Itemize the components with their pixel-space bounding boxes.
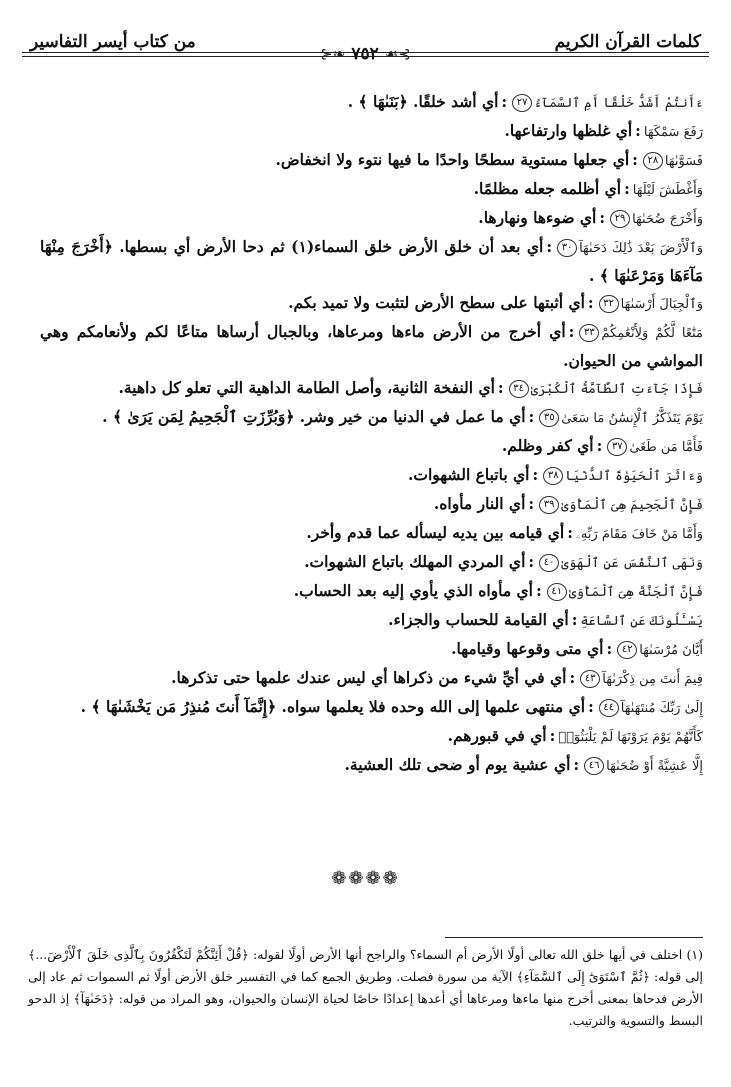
glossary-entry bbox=[40, 289, 703, 318]
explanation-text: أي باتباع الشهوات. bbox=[407, 465, 530, 484]
quran-phrase: إِلَىٰ رَبِّكَ مُنتَهَىٰهَآ bbox=[620, 701, 703, 716]
explanation-text: أي مأواه الذي يأوي إليه بعد الحساب. bbox=[293, 581, 533, 600]
header-divider bbox=[22, 52, 709, 53]
ayah-number-icon: ٣٥ bbox=[539, 409, 559, 427]
glossary-entry bbox=[40, 635, 703, 664]
separator: : bbox=[532, 465, 539, 484]
ayah-number-icon: ٣٤ bbox=[509, 380, 529, 398]
explanation-text: أي غلظها وارتفاعها. bbox=[504, 121, 633, 140]
quran-phrase: فَإِنَّ ٱلْجَحِيمَ هِىَ ٱلْمَأْوَىٰ bbox=[561, 498, 703, 513]
ayah-number-icon: ٣٩ bbox=[539, 496, 559, 514]
explanation-text: أي ما عمل في الدنيا من خير وشر. ﴿وَبُرِّزَتِ ٱلْجَحِيمُ لِمَن يَرَىٰ ﴾ . bbox=[102, 407, 526, 426]
explanation-text: أي النفخة الثانية، وأصل الطامة الداهية التي تعلو كل داهية. bbox=[118, 378, 495, 397]
explanation-text: أي قيامه بين يديه ليسأله عما قدم وأخر. bbox=[306, 523, 565, 542]
quran-phrase: وَأَخْرَجَ ضُحَىٰهَا bbox=[632, 212, 703, 227]
glossary-entry bbox=[40, 233, 703, 289]
ayah-number-icon: ٣٣ bbox=[579, 324, 599, 342]
ayah-number-icon: ٢٧ bbox=[512, 94, 532, 112]
ayah-number-icon: ٣٢ bbox=[599, 295, 619, 313]
glossary-entry bbox=[40, 403, 703, 432]
quran-phrase: إِلَّا عَشِيَّةً أَوْ ضُحَىٰهَا bbox=[606, 759, 703, 774]
header-book-title: كلمات القرآن الكريم bbox=[554, 32, 701, 52]
explanation-text: أي متى وقوعها وقيامها. bbox=[451, 639, 604, 658]
glossary-body bbox=[40, 88, 703, 780]
quran-phrase: وَأَغْطَشَ لَيْلَهَا bbox=[632, 183, 703, 198]
separator: : bbox=[571, 610, 578, 629]
quran-phrase: وَٱلْجِبَالَ أَرْسَىٰهَا bbox=[620, 297, 703, 312]
quran-phrase: فِيمَ أَنتَ مِن ذِكْرَىٰهَآ bbox=[602, 672, 703, 687]
ayah-number-icon: ٤٢ bbox=[617, 641, 637, 659]
glossary-entry bbox=[40, 577, 703, 606]
quran-phrase: يَوْمَ يَتَذَكَّرُ ٱلْإِنسَٰنُ مَا سَعَىٰ bbox=[561, 411, 703, 426]
quran-phrase: وَءَاثَرَ ٱلْحَيَوٰةَ ٱلدُّنْيَا bbox=[565, 469, 703, 484]
quran-phrase: كَأَنَّهُمْ يَوْمَ يَرَوْنَهَا لَمْ يَلْبَثُوٓا۟ bbox=[558, 730, 703, 745]
glossary-entry bbox=[40, 751, 703, 780]
flourish-left-icon: ⊱❧ bbox=[320, 45, 346, 63]
flourish-right-icon: ☙⊰ bbox=[384, 45, 411, 63]
quran-phrase: مَتَٰعًا لَّكُمْ وَلِأَنْعَٰمِكُمْ bbox=[601, 326, 703, 341]
separator: : bbox=[606, 639, 613, 658]
ayah-number-icon: ٢٨ bbox=[643, 152, 663, 170]
glossary-entry bbox=[40, 432, 703, 461]
explanation-text: أي القيامة للحساب والجزاء. bbox=[388, 610, 569, 629]
ayah-number-icon: ٤٦ bbox=[584, 757, 604, 775]
ayah-number-icon: ٤١ bbox=[547, 583, 567, 601]
explanation-text: أي بعد أن خلق الأرض خلق السماء(١) ثم دحا الأرض أي بسطها. ﴿أَخْرَجَ مِنْهَا مَآءَهَا وَمَرْعَىٰهَا ﴾ . bbox=[40, 237, 703, 285]
ayah-number-icon: ٢٩ bbox=[610, 210, 630, 228]
glossary-entry bbox=[40, 88, 703, 117]
quran-phrase: وَٱلْأَرْضَ بَعْدَ ذَٰلِكَ دَحَىٰهَآ bbox=[579, 241, 703, 256]
quran-phrase: وَأَمَّا مَنْ خَافَ مَقَامَ رَبِّهِۦ bbox=[575, 527, 703, 542]
header-source-title: من كتاب أيسر التفاسير bbox=[30, 32, 196, 52]
quran-phrase: أَيَّانَ مُرْسَىٰهَا bbox=[639, 643, 703, 658]
quran-phrase: رَفَعَ سَمْكَهَا bbox=[643, 125, 703, 140]
explanation-text: أي في قبورهم. bbox=[447, 726, 547, 745]
separator: : bbox=[569, 668, 576, 687]
header-divider-thin bbox=[22, 56, 709, 57]
separator: : bbox=[501, 92, 508, 111]
separator: : bbox=[573, 755, 580, 774]
separator: : bbox=[588, 697, 594, 716]
quran-phrase: فَأَمَّا مَن طَغَىٰ bbox=[629, 440, 703, 455]
explanation-text: أي كفر وظلم. bbox=[501, 436, 594, 455]
separator: : bbox=[596, 436, 603, 455]
separator: : bbox=[528, 494, 535, 513]
explanation-text: أي أشد خلقًا. ﴿بَنَىٰهَا ﴾ . bbox=[347, 92, 499, 111]
separator: : bbox=[535, 581, 542, 600]
explanation-text: أي النار مأواه. bbox=[433, 494, 526, 513]
ayah-number-icon: ٤٣ bbox=[580, 670, 600, 688]
glossary-entry bbox=[40, 664, 703, 693]
ayah-number-icon: ٣٧ bbox=[607, 438, 627, 456]
separator: : bbox=[497, 378, 504, 397]
quran-phrase: وَنَهَى ٱلنَّفْسَ عَنِ ٱلْهَوَىٰ bbox=[561, 556, 703, 571]
explanation-text: أي في أيِّ شيء من ذكراها أي ليس عندك علمها حتى تذكرها. bbox=[171, 668, 567, 687]
separator: : bbox=[528, 552, 535, 571]
quran-phrase: يَسْـَٔلُونَكَ عَنِ ٱلسَّاعَةِ bbox=[580, 614, 703, 629]
separator: : bbox=[632, 150, 638, 169]
footnote-divider bbox=[445, 937, 703, 938]
separator: : bbox=[635, 121, 641, 140]
separator: : bbox=[568, 322, 575, 341]
glossary-entry bbox=[40, 318, 703, 374]
glossary-entry bbox=[40, 204, 703, 233]
explanation-text: أي جعلها مستوية سطحًا واحدًا ما فيها نتوء ولا انخفاض. bbox=[275, 150, 630, 169]
explanation-text: أي منتهى علمها إلى الله وحده فلا يعلمها سواه. ﴿إِنَّمَآ أَنتَ مُنذِرُ مَن يَخْشَىٰهَا ﴾ . bbox=[80, 697, 586, 716]
quran-phrase: فَإِذَا جَآءَتِ ٱلطَّآمَّةُ ٱلْكُبْرَىٰ bbox=[530, 382, 703, 397]
quran-phrase: فَإِنَّ ٱلْجَنَّةَ هِىَ ٱلْمَأْوَىٰ bbox=[568, 585, 703, 600]
separator: : bbox=[546, 237, 553, 256]
glossary-entry bbox=[40, 722, 703, 751]
glossary-entry bbox=[40, 693, 703, 722]
glossary-entry bbox=[40, 374, 703, 403]
explanation-text: أي المردي المهلك باتباع الشهوات. bbox=[304, 552, 526, 571]
ayah-number-icon: ٣٨ bbox=[543, 467, 563, 485]
glossary-entry bbox=[40, 117, 703, 146]
end-ornament: ❁❁❁❁ bbox=[331, 868, 400, 889]
explanation-text: أي أخرج من الأرض ماءها ومرعاها، وبالجبال أرساها متاعًا لكم ولأنعامكم وهي المواشي من الحيوان. bbox=[40, 322, 703, 370]
page-number-ornament bbox=[320, 44, 411, 64]
ayah-number-icon: ٣٠ bbox=[557, 239, 577, 257]
ayah-number-icon: ٤٠ bbox=[539, 554, 559, 572]
separator: : bbox=[567, 523, 573, 542]
glossary-entry bbox=[40, 461, 703, 490]
glossary-entry bbox=[40, 519, 703, 548]
page-number: ٧٥٢ bbox=[351, 44, 379, 64]
quran-phrase: ءَأَنتُمْ أَشَدُّ خَلْقًا أَمِ ٱلسَّمَآءُ bbox=[534, 96, 703, 111]
quran-phrase: فَسَوَّىٰهَا bbox=[664, 154, 703, 169]
separator: : bbox=[587, 293, 594, 312]
explanation-text: أي أظلمه جعله مظلمًا. bbox=[473, 179, 622, 198]
separator: : bbox=[528, 407, 535, 426]
glossary-entry bbox=[40, 490, 703, 519]
separator: : bbox=[549, 726, 556, 745]
ayah-number-icon: ٤٤ bbox=[599, 699, 619, 717]
explanation-text: أي عشية يوم أو ضحى تلك العشية. bbox=[344, 755, 571, 774]
explanation-text: أي أثبتها على سطح الأرض لتثبت ولا تميد بكم. bbox=[288, 293, 585, 312]
glossary-entry bbox=[40, 548, 703, 577]
page-header bbox=[26, 28, 705, 64]
glossary-entry bbox=[40, 175, 703, 204]
explanation-text: أي ضوءها ونهارها. bbox=[478, 208, 597, 227]
footnote: (١) اختلف في أيها خلق الله تعالى أولًا الأرض أم السماء؟ والراجح أنها الأرض أولًا لقوله: ﴿قُلْ أَئِنَّكُمْ لَتَكْفُرُونَ بِٱلَّذِى خَلَقَ ٱلْأَرْضَ...﴾ إلى قوله: ﴿ثُمَّ ٱسْتَوَىٰٓ إِلَى ٱلسَّمَآءِ﴾ الآية من سورة فصلت. وطريق الجمع كما في التفسير خلق الأرض أولًا ثم السموات ثم عاد إلى الأرض فدحاها بمعنى أخرج منها ماءها ومرعاها أي أعدها إعدادًا خاصًا لحياة الإنسان والحيوان، وهو المراد من قوله: ﴿دَحَىٰهَآ﴾ إذ الدحو البسط والتسوية والترتيب. bbox=[28, 947, 703, 1028]
separator: : bbox=[624, 179, 630, 198]
separator: : bbox=[599, 208, 606, 227]
glossary-entry bbox=[40, 146, 703, 175]
glossary-entry bbox=[40, 606, 703, 635]
